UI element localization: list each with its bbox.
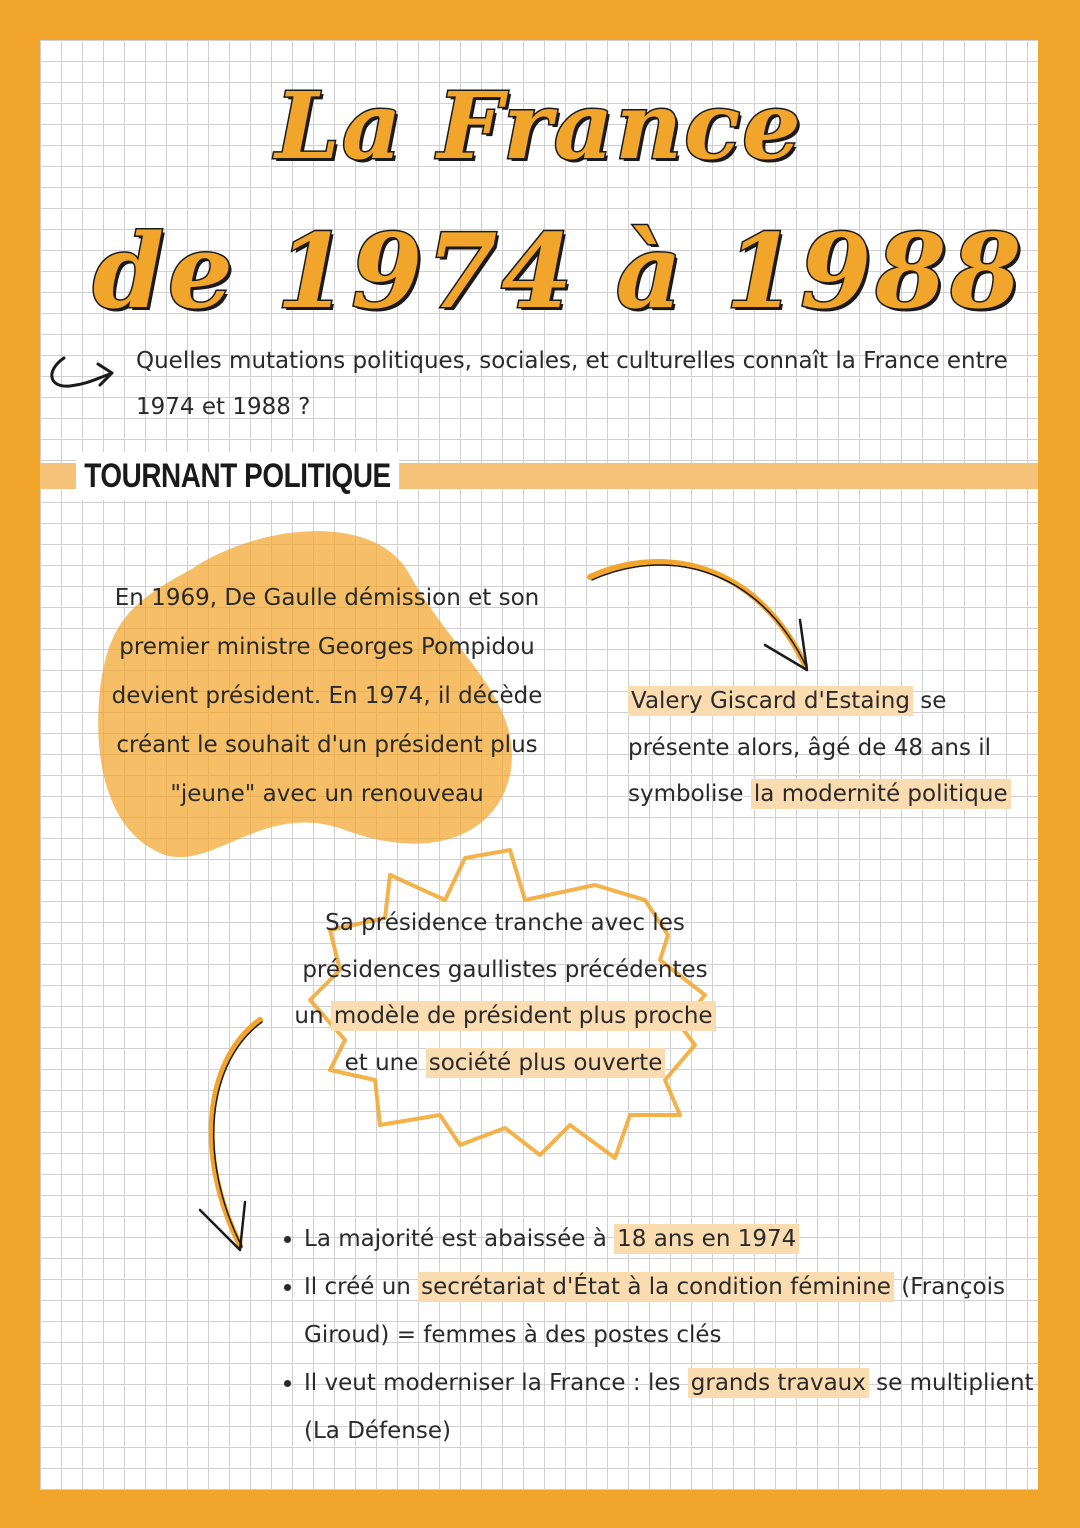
list-item-text: La majorité est abaissée à — [304, 1226, 615, 1252]
reform-list — [270, 1215, 1038, 1455]
highlight-vge-name: Valery Giscard d'Estaing — [628, 686, 913, 716]
presidency-text-2: et une — [344, 1049, 426, 1076]
highlight-open-society: société plus ouverte — [426, 1048, 666, 1078]
title-line-2: de 1974 à 1988 — [92, 212, 1026, 332]
list-item-text: Il veut moderniser la France : les — [304, 1370, 688, 1396]
list-item-highlight: grands travaux — [688, 1368, 869, 1398]
section-heading: TOURNANT POLITIQUE — [76, 452, 399, 500]
title-line-1: La France — [275, 72, 803, 180]
arrow-down-left-icon — [200, 1020, 262, 1250]
list-item-highlight: 18 ans en 1974 — [614, 1224, 799, 1254]
vge-text-1: se présente alors, âgé de 48 ans il symbolise — [628, 688, 992, 807]
vge-paragraph — [628, 678, 1028, 818]
list-item-text: (François Giroud) = femmes à des postes clés — [304, 1274, 1005, 1348]
guiding-question: Quelles mutations politiques, sociales, et culturelles connaît la France entre 1974 et 1988 ? — [136, 348, 1008, 420]
list-item-text: Il créé un — [304, 1274, 419, 1300]
note-sheet — [40, 40, 1038, 1490]
highlight-president-model: modèle de président plus proche — [331, 1001, 716, 1031]
list-item — [304, 1263, 1038, 1359]
highlight-modernity: la modernité politique — [751, 779, 1011, 809]
presidency-text-1: Sa présidence tranche avec les présidences gaullistes précédentes un — [294, 910, 708, 1029]
context-paragraph: En 1969, De Gaulle démission et son premier ministre Georges Pompidou devient président. En 1974, il décède créant le souhait d'un président plus "jeune" avec un renouveau — [111, 585, 543, 807]
list-item — [304, 1215, 1038, 1263]
arrow-down-right-icon — [590, 562, 807, 670]
list-item — [304, 1359, 1038, 1455]
presidency-paragraph — [290, 900, 720, 1086]
list-item-highlight: secrétariat d'État à la condition féminine — [418, 1272, 894, 1302]
curved-arrow-icon — [52, 358, 112, 386]
list-item-text: se multiplient (La Défense) — [304, 1370, 1034, 1444]
